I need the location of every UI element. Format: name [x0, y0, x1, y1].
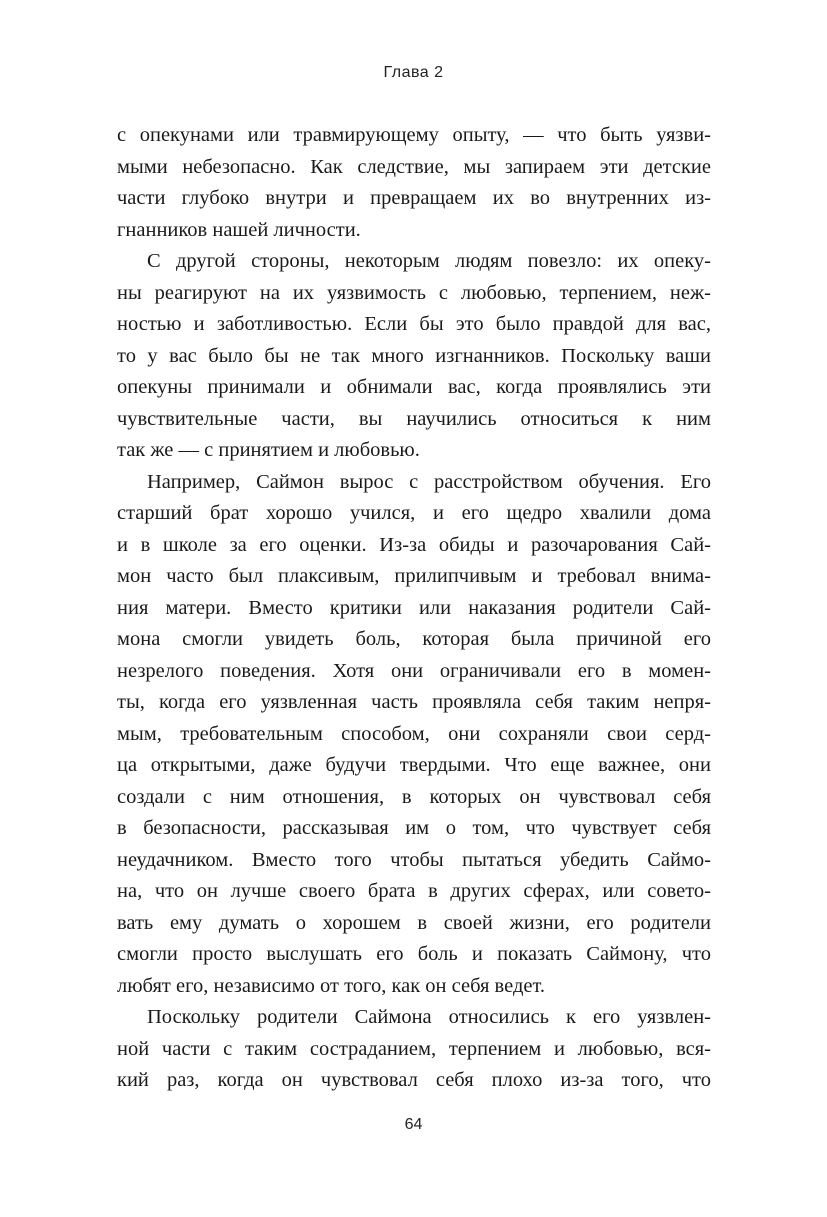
- text-line: незрелого поведения. Хотя они ограничивали его в момен-: [117, 659, 711, 682]
- text-line: то у вас было бы не так много изгнанников. Поскольку ваши: [117, 344, 711, 367]
- text-line: опекуны принимали и обнимали вас, когда проявлялись эти: [117, 376, 711, 398]
- paragraph-3: [117, 467, 711, 1003]
- text-line: ния матери. Вместо критики или наказания родители Сай-: [117, 596, 711, 619]
- running-head-chapter-title: Глава 2: [383, 64, 444, 81]
- text-line: ностью и заботливостью. Если бы это было правдой для вас,: [117, 313, 711, 335]
- text-line: смогли просто выслушать его боль и показать Саймону, что: [117, 943, 711, 965]
- page-number: 64: [404, 1116, 423, 1133]
- text-line: мым, требовательным способом, они сохраняли свои серд-: [117, 722, 711, 745]
- text-line: с опекунами или травмирующему опыту, — что быть уязви-: [117, 124, 711, 146]
- text-line: на, что он лучше своего брата в других сферах, или совето-: [117, 880, 711, 902]
- text-line: любят его, независимо от того, как он себя ведет.: [117, 974, 546, 997]
- paragraph-1: [117, 120, 711, 246]
- paragraph-4: [117, 1002, 711, 1097]
- text-line: Поскольку родители Саймона относились к его уязвлен-: [147, 1006, 711, 1028]
- text-line: ны реагируют на их уязвимость с любовью, терпением, неж-: [117, 281, 711, 304]
- paragraph-2: [117, 246, 711, 467]
- text-line: Например, Саймон вырос с расстройством обучения. Его: [147, 470, 711, 493]
- text-line: создали с ним отношения, в которых он чувствовал себя: [117, 785, 711, 808]
- text-line: С другой стороны, некоторым людям повезло: их опеку-: [147, 250, 711, 272]
- text-line: неудачником. Вместо того чтобы пытаться убедить Саймо-: [117, 848, 711, 871]
- text-line: мон часто был плаксивым, прилипчивым и требовал внима-: [117, 565, 711, 587]
- text-line: в безопасности, рассказывая им о том, что чувствует себя: [117, 817, 711, 839]
- text-line: части глубоко внутри и превращаем их во внутренних из-: [117, 187, 711, 209]
- text-line: вать ему думать о хорошем в своей жизни, его родители: [117, 911, 711, 934]
- text-line: и в школе за его оценки. Из-за обиды и разочарования Сай-: [117, 533, 711, 556]
- text-line: гнанников нашей личности.: [117, 218, 361, 241]
- body-text: [117, 120, 711, 1097]
- text-line: чувствительные части, вы научились относиться к ним: [117, 407, 711, 430]
- text-line: старший брат хорошо учился, и его щедро хвалили дома: [117, 502, 711, 524]
- text-line: мона смогли увидеть боль, которая была причиной его: [117, 628, 711, 650]
- text-line: кий раз, когда он чувствовал себя плохо из-за того, что: [117, 1069, 711, 1091]
- text-line: мыми небезопасно. Как следствие, мы запираем эти детские: [117, 155, 711, 178]
- text-line: ты, когда его уязвленная часть проявляла себя таким непря-: [117, 691, 711, 713]
- text-line: так же — с принятием и любовью.: [117, 439, 420, 461]
- text-line: ца открытыми, даже будучи твердыми. Что еще важнее, они: [117, 754, 711, 776]
- text-line: ной части с таким состраданием, терпением и любовью, вся-: [117, 1037, 711, 1060]
